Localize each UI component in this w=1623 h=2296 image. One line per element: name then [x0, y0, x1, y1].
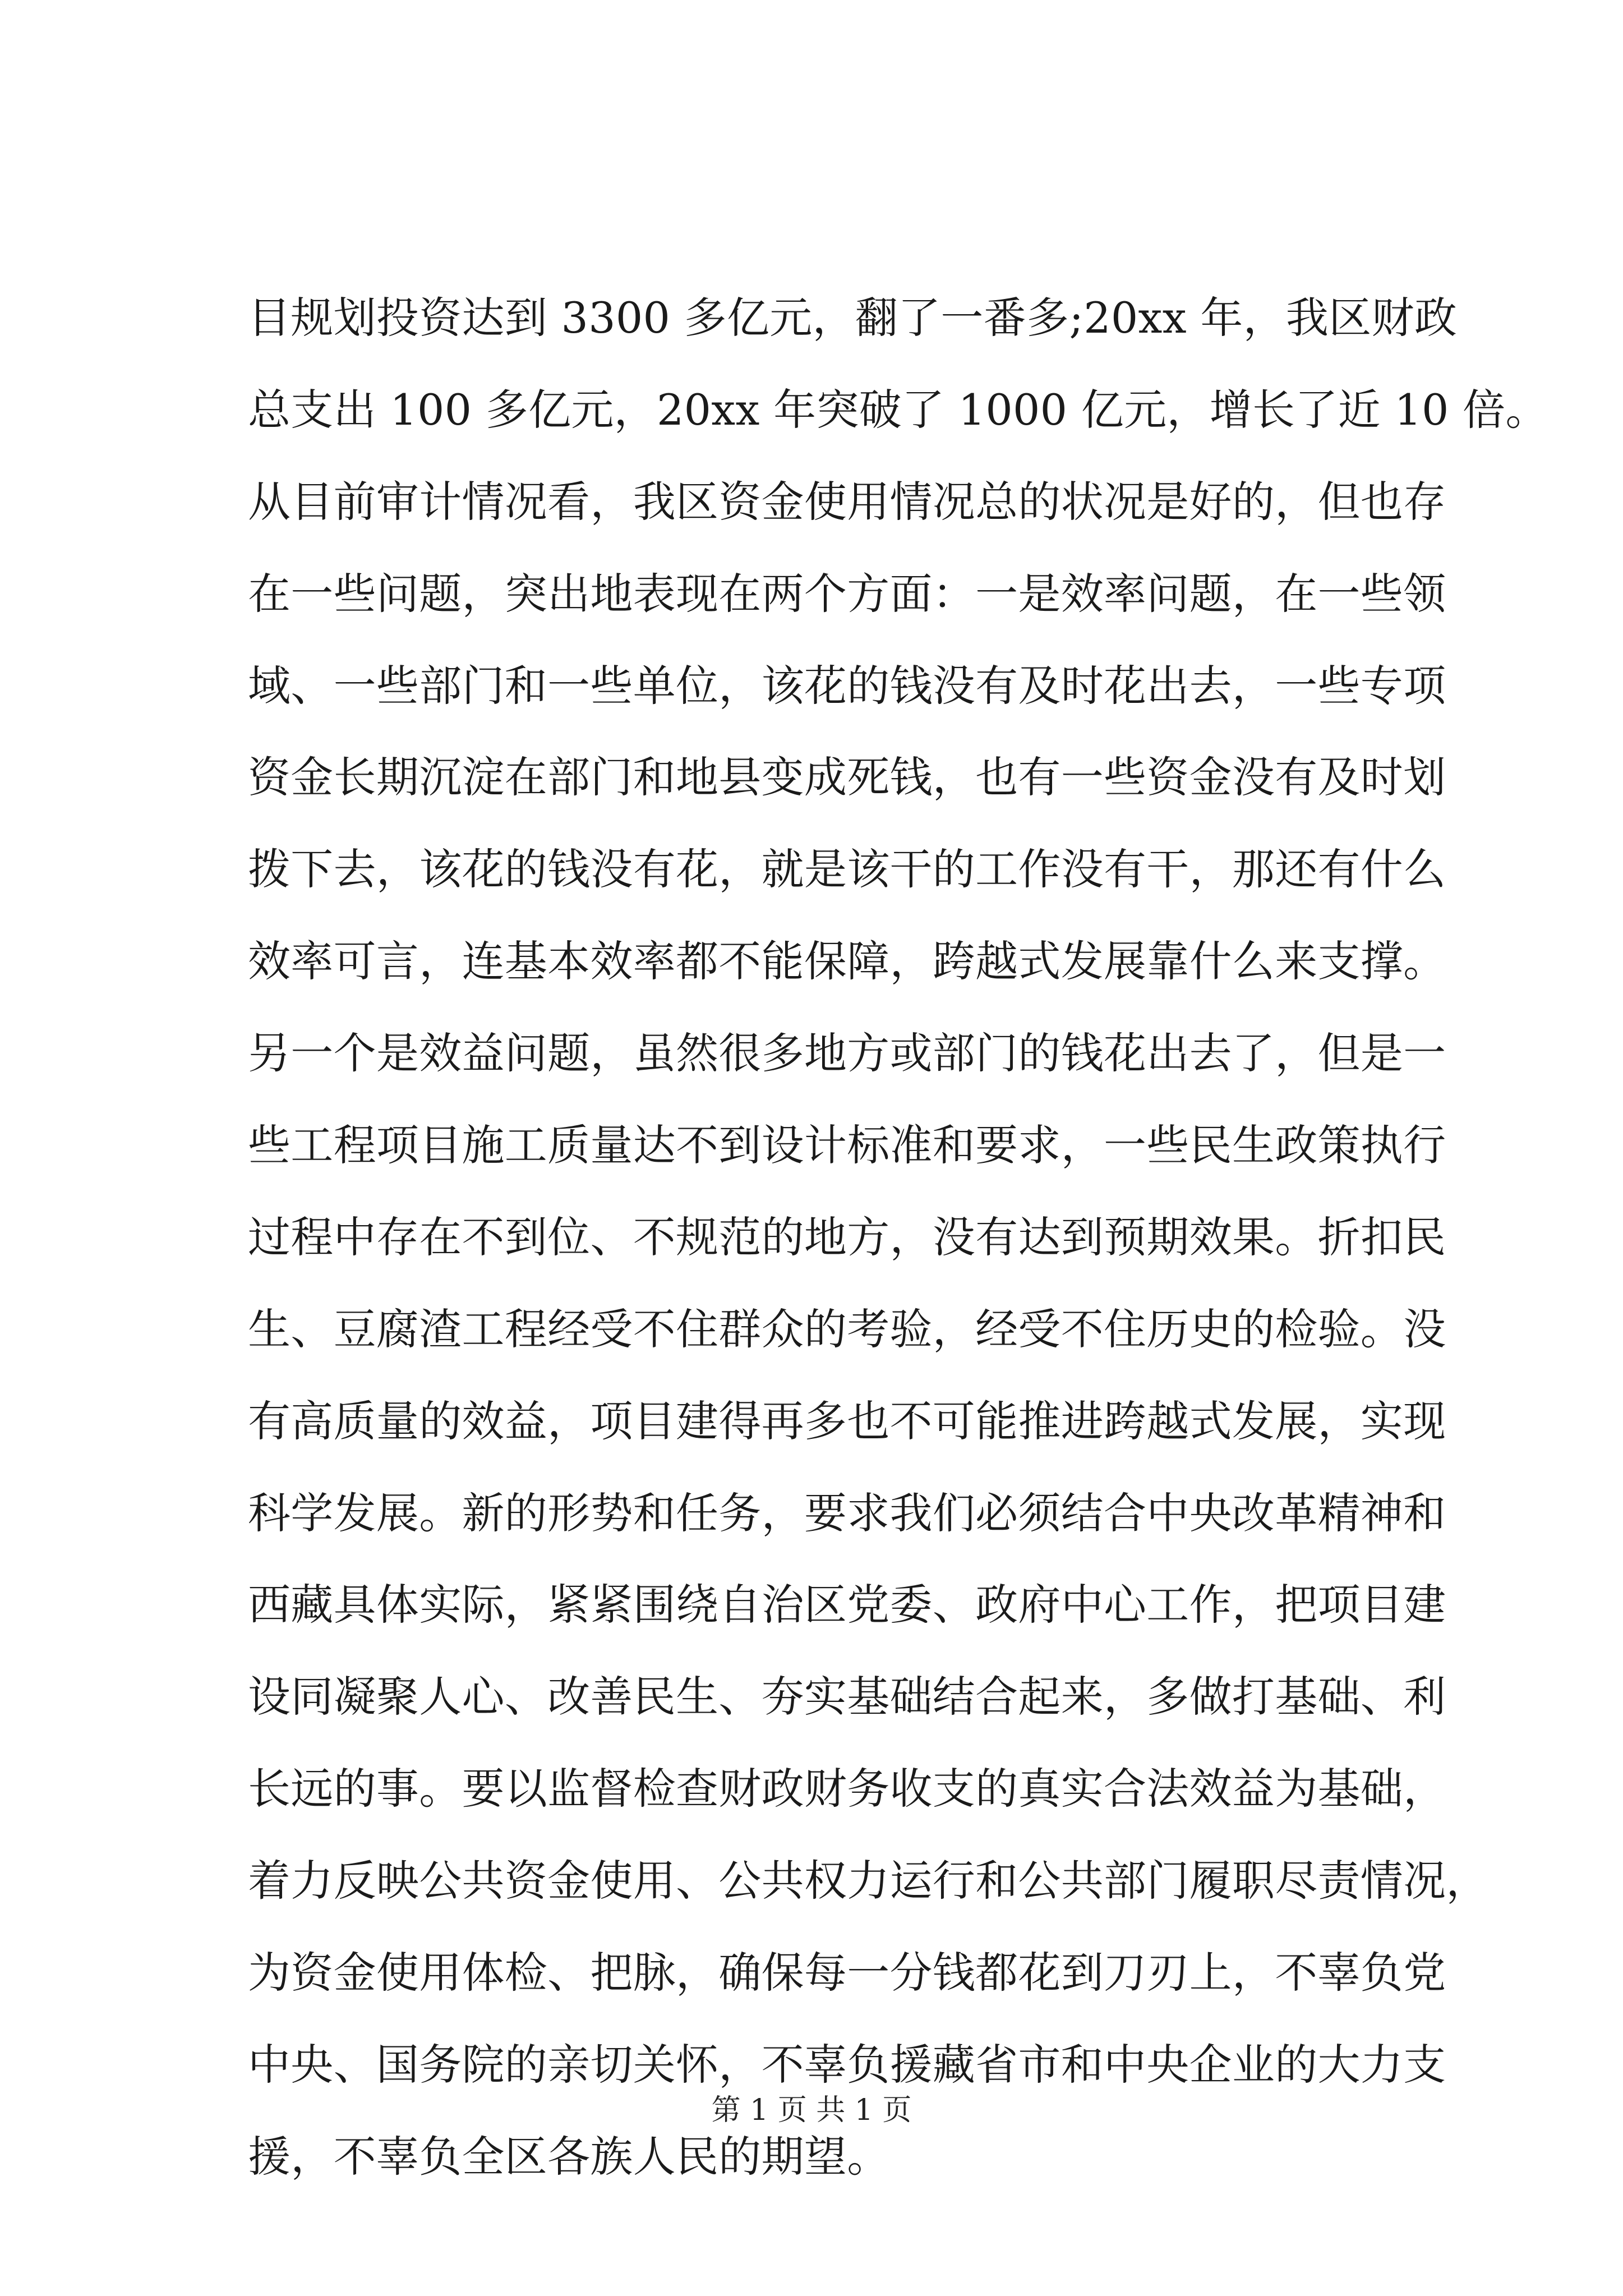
page-number-label: 第 1 页 共 1 页 — [711, 2093, 912, 2127]
text-line: 有高质量的效益，项目建得再多也不可能推进跨越式发展，实现 — [248, 1396, 1446, 1446]
text-line: 资金长期沉淀在部门和地县变成死钱，也有一些资金没有及时划 — [248, 752, 1446, 803]
text-line: 另一个是效益问题，虽然很多地方或部门的钱花出去了，但是一 — [248, 1028, 1446, 1079]
page-footer — [0, 2088, 1623, 2133]
text-line: 生、豆腐渣工程经受不住群众的考验，经受不住历史的检验。没 — [248, 1304, 1446, 1354]
text-line: 设同凝聚人心、改善民生、夯实基础结合起来，多做打基础、利 — [248, 1672, 1446, 1722]
text-line: 着力反映公共资金使用、公共权力运行和公共部门履职尽责情况， — [248, 1856, 1489, 1906]
text-line: 拨下去，该花的钱没有花，就是该干的工作没有干，那还有什么 — [248, 844, 1446, 895]
text-line: 在一些问题，突出地表现在两个方面：一是效率问题，在一些领 — [248, 568, 1446, 619]
text-line: 为资金使用体检、把脉，确保每一分钱都花到刀刃上，不辜负党 — [248, 1948, 1446, 1998]
text-line: 目规划投资达到 3300 多亿元，翻了一番多;20xx 年，我区财政 — [248, 293, 1458, 343]
text-line: 些工程项目施工质量达不到设计标准和要求，一些民生政策执行 — [248, 1120, 1446, 1171]
text-line: 西藏具体实际，紧紧围绕自治区党委、政府中心工作，把项目建 — [248, 1580, 1446, 1630]
text-line: 过程中存在不到位、不规范的地方，没有达到预期效果。折扣民 — [248, 1212, 1446, 1262]
text-line: 从目前审计情况看，我区资金使用情况总的状况是好的，但也存 — [248, 476, 1446, 527]
text-line: 科学发展。新的形势和任务，要求我们必须结合中央改革精神和 — [248, 1488, 1446, 1538]
text-line: 援，不辜负全区各族人民的期望。 — [248, 2131, 890, 2182]
body-text — [248, 272, 1548, 2203]
text-line: 长远的事。要以监督检查财政财务收支的真实合法效益为基础， — [248, 1764, 1446, 1814]
text-line: 域、一些部门和一些单位，该花的钱没有及时花出去，一些专项 — [248, 660, 1446, 711]
text-line: 总支出 100 多亿元，20xx 年突破了 1000 亿元，增长了近 10 倍。 — [248, 384, 1548, 435]
text-line: 中央、国务院的亲切关怀，不辜负援藏省市和中央企业的大力支 — [248, 2039, 1446, 2090]
text-line: 效率可言，连基本效率都不能保障，跨越式发展靠什么来支撑。 — [248, 936, 1446, 987]
